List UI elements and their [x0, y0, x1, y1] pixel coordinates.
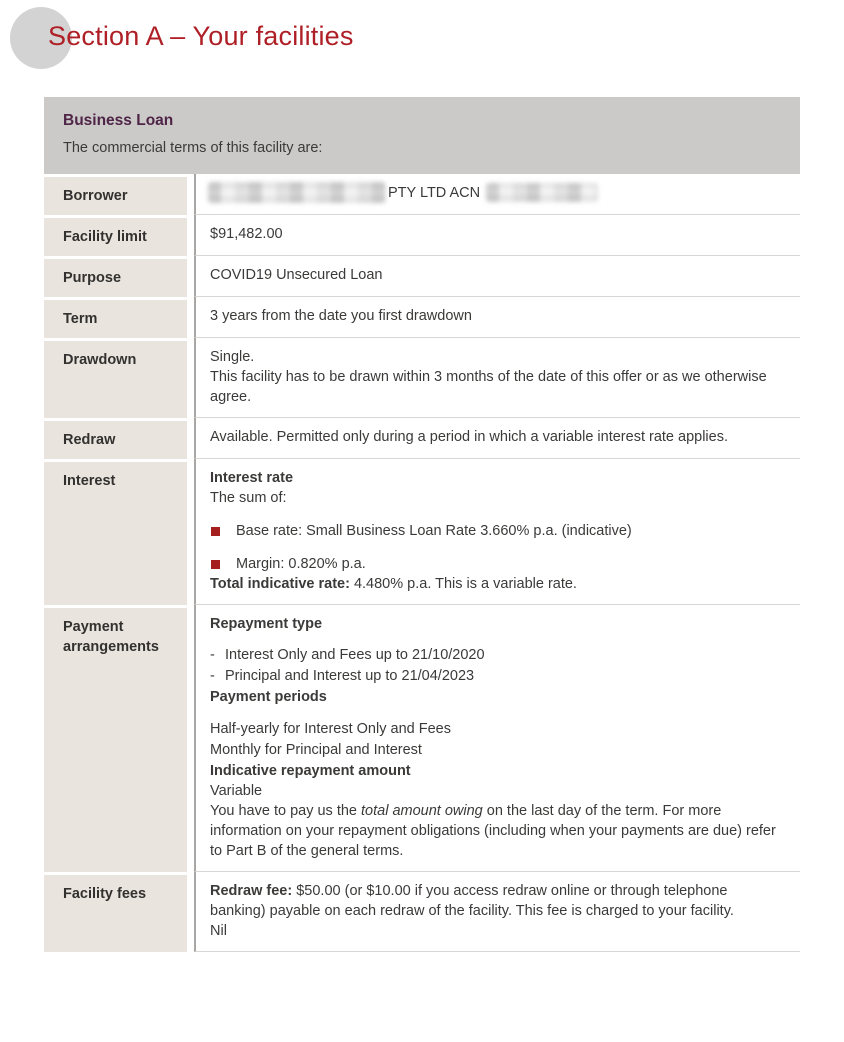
- interest-rate-heading: Interest rate: [210, 470, 294, 486]
- dash-bullet-icon: -: [210, 668, 215, 684]
- table-row-drawdown: [44, 338, 800, 418]
- base-rate-text: Base rate: Small Business Loan Rate 3.660% p.a. (indicative): [236, 523, 632, 539]
- row-label: Purpose: [44, 259, 187, 297]
- fees-nil: Nil: [210, 923, 227, 939]
- row-content: [194, 459, 800, 605]
- list-item: [210, 554, 782, 574]
- list-item: [210, 645, 782, 666]
- term-value: 3 years from the date you first drawdown: [210, 308, 472, 324]
- table-row-facility-fees: [44, 872, 800, 952]
- note-part1: You have to pay us the: [210, 803, 362, 819]
- redraw-fee-label: Redraw fee:: [210, 883, 293, 899]
- repayment-item-text: Interest Only and Fees up to 21/10/2020: [225, 647, 485, 663]
- drawdown-line2: This facility has to be drawn within 3 months of the date of this offer or as we otherwise agree.: [210, 369, 767, 405]
- table-row-interest: [44, 459, 800, 605]
- row-label: Facility limit: [44, 218, 187, 256]
- table-row-payment-arrangements: [44, 605, 800, 872]
- row-content: [194, 338, 800, 418]
- row-label: Drawdown: [44, 341, 187, 418]
- repayment-note: [210, 801, 782, 861]
- row-content: [194, 605, 800, 872]
- page-title: Section A – Your facilities: [48, 21, 354, 51]
- redacted-acn-number: [486, 183, 598, 202]
- facility-limit-value: $91,482.00: [210, 226, 283, 242]
- repayment-item-text: Principal and Interest up to 21/04/2023: [225, 668, 475, 684]
- row-content: [194, 297, 800, 338]
- list-item: [210, 521, 782, 541]
- drawdown-line1: Single.: [210, 349, 255, 365]
- row-label: Interest: [44, 462, 187, 605]
- redraw-value: Available. Permitted only during a period in which a variable interest rate applies.: [210, 429, 728, 445]
- total-indicative-rate: [210, 574, 782, 594]
- section-header: [0, 0, 844, 90]
- total-rate-label: Total indicative rate:: [210, 576, 350, 592]
- note-part2: on the last day of the term. For more information on your repayment obligations (including when your payments are due) refer to Part B of the general terms.: [210, 803, 776, 859]
- total-rate-value: 4.480% p.a. This is a variable rate.: [349, 576, 577, 592]
- table-row-term: [44, 297, 800, 338]
- row-content: [194, 256, 800, 297]
- payment-period-line: Half-yearly for Interest Only and Fees: [210, 721, 451, 737]
- payment-period-line: Monthly for Principal and Interest: [210, 742, 422, 758]
- row-content: [194, 174, 800, 215]
- margin-text: Margin: 0.820% p.a.: [236, 556, 366, 572]
- list-item: [210, 666, 782, 687]
- indicative-repayment-heading: Indicative repayment amount: [210, 763, 411, 779]
- row-content: [194, 418, 800, 459]
- indicative-repayment-value: Variable: [210, 783, 263, 799]
- repayment-type-list: [210, 645, 782, 687]
- payment-periods-lines: [210, 719, 782, 761]
- row-content: [194, 215, 800, 256]
- redraw-fee-text: [210, 881, 782, 921]
- redraw-fee-detail: $50.00 (or $10.00 if you access redraw online or through telephone banking) payable on each redraw of the facility. This fee is charged to your facility.: [210, 883, 734, 919]
- purpose-value: COVID19 Unsecured Loan: [210, 267, 383, 283]
- facility-terms-table: [44, 97, 800, 952]
- table-header: [44, 97, 800, 174]
- table-row-facility-limit: [44, 215, 800, 256]
- borrower-visible-text: PTY LTD ACN: [388, 185, 481, 201]
- facility-subtitle: The commercial terms of this facility are:: [63, 140, 323, 156]
- row-label: Term: [44, 300, 187, 338]
- row-label: Redraw: [44, 421, 187, 459]
- row-content: [194, 872, 800, 952]
- bullet-square-icon: [211, 527, 220, 536]
- repayment-type-heading: Repayment type: [210, 616, 323, 632]
- dash-bullet-icon: -: [210, 647, 215, 663]
- row-label: Borrower: [44, 177, 187, 215]
- row-label: Payment arrangements: [44, 608, 187, 872]
- bullet-square-icon: [211, 560, 220, 569]
- redacted-borrower-name: [208, 182, 386, 203]
- interest-intro: The sum of:: [210, 490, 287, 506]
- facility-name: Business Loan: [63, 112, 174, 129]
- table-row-purpose: [44, 256, 800, 297]
- table-row-redraw: [44, 418, 800, 459]
- payment-periods-heading: Payment periods: [210, 689, 327, 705]
- note-italic: total amount owing: [361, 803, 483, 819]
- row-label: Facility fees: [44, 875, 187, 952]
- table-row-borrower: [44, 174, 800, 215]
